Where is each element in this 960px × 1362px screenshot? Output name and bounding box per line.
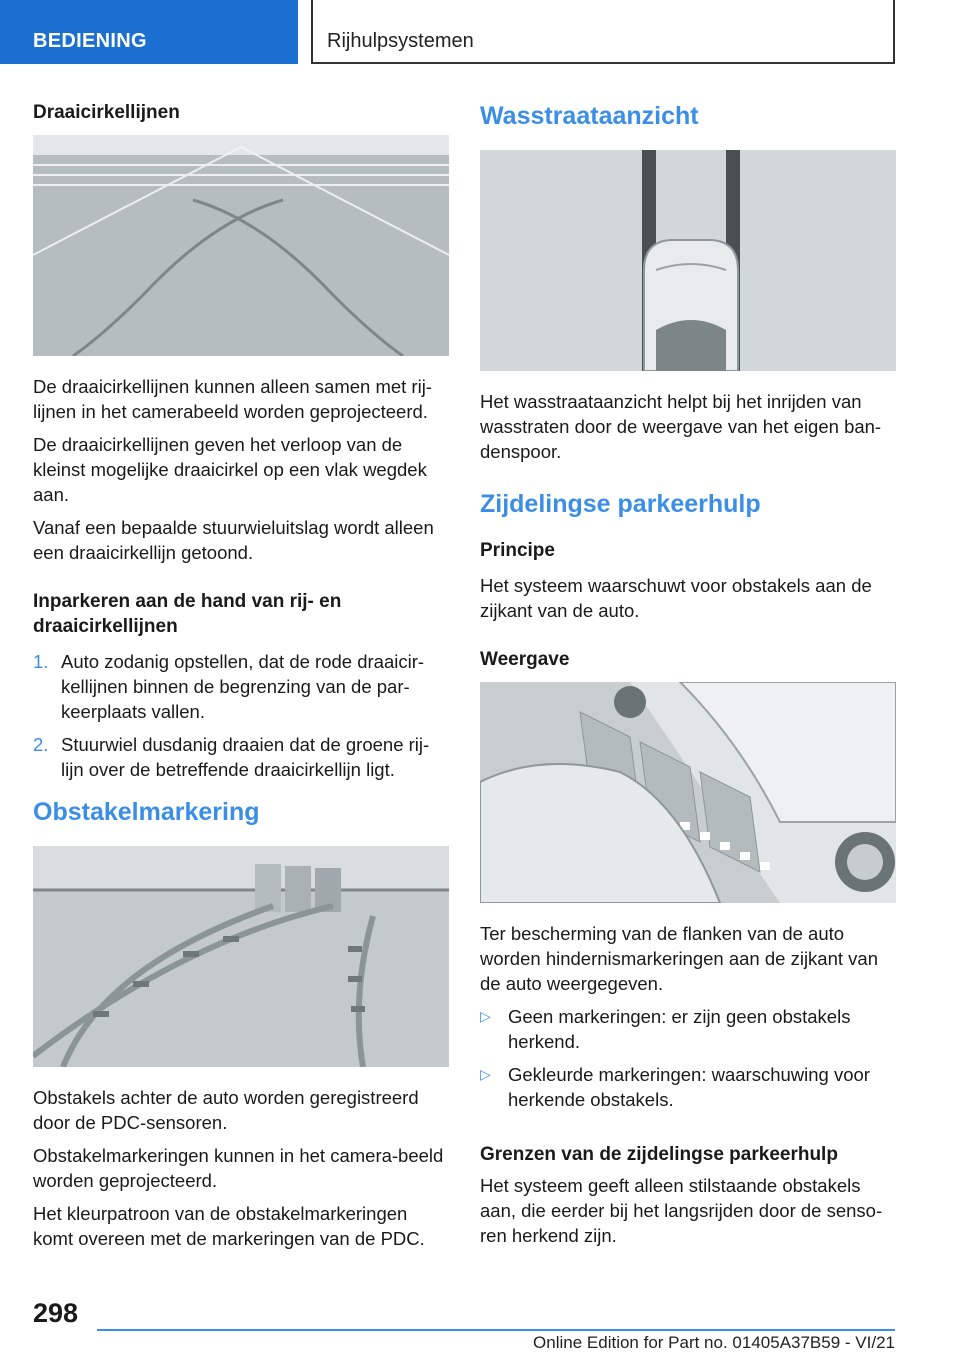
principe-paragraph: Het systeem waarschuwt voor obstakels aan de zijkant van de auto. [480,575,872,621]
obstakelmarkering-heading: Obstakelmarkering [33,798,260,826]
draaicirkellijnen-heading: Draaicirkellijnen [33,102,180,123]
footer-edition: Online Edition for Part no. 01405A37B59 - VI/21 [533,1333,895,1352]
draai-paragraph-3: Vanaf een bepaalde stuurwieluitslag wordt alleen een draaicirkellijn getoond. [33,517,434,563]
list-item: 1. Auto zodanig opstellen, dat de rode draaicir-kellijnen binnen de begrenzing van de par-keerplaats vallen. [33,651,425,722]
list-item: ▷ Gekleurde markeringen: waarschuwing voor herkende obstakels. [480,1064,870,1110]
list-item: ▷ Geen markeringen: er zijn geen obstakels herkend. [480,1006,851,1052]
right-column [480,100,896,1256]
weergave-heading: Weergave [480,649,570,670]
zijdelingse-parkeerhulp-heading: Zijdelingse parkeerhulp [480,490,761,518]
footer-divider [97,1329,895,1331]
draai-paragraph-2: De draaicirkellijnen geven het verloop van de kleinst mogelijke draaicirkel op een vlak wegdek aan. [33,434,427,505]
inparkeren-steps [33,649,449,782]
wass-paragraph: Het wasstraataanzicht helpt bij het inrijden van wasstraten door de weergave van het eigen ban-denspoor. [480,391,882,462]
obst-paragraph-2: Obstakelmarkeringen kunnen in het camera-beeld worden geprojecteerd. [33,1145,444,1191]
header-section: BEDIENING [0,0,298,64]
principe-heading: Principe [480,540,555,561]
header-chapter: Rijhulpsystemen [311,0,895,64]
obst-paragraph-1: Obstakels achter de auto worden geregistreerd door de PDC-sensoren. [33,1087,419,1133]
turning-circle-figure [33,135,449,356]
list-item: 2. Stuurwiel dusdanig draaien dat de groene rij-lijn over de betreffende draaicirkellijn ligt. [33,734,430,780]
car-wash-figure [480,150,896,371]
side-parking-figure [480,682,896,903]
triangle-right-icon: ▷ [480,1066,491,1082]
grenzen-heading: Grenzen van de zijdelingse parkeerhulp [480,1144,838,1165]
page-number: 298 [33,1298,79,1328]
triangle-right-icon: ▷ [480,1008,491,1024]
left-column [33,100,449,1259]
obst-paragraph-3: Het kleurpatroon van de obstakelmarkeringen komt overeen met de markeringen van de PDC. [33,1203,425,1249]
wasstraataanzicht-heading: Wasstraataanzicht [480,102,699,130]
grenzen-paragraph: Het systeem geeft alleen stilstaande obstakels aan, die eerder bij het langsrijden door de senso-ren herkend zijn. [480,1175,883,1246]
draai-paragraph-1: De draaicirkellijnen kunnen alleen samen met rij-lijnen in het camerabeeld worden geprojecteerd. [33,376,432,422]
weergave-paragraph: Ter bescherming van de flanken van de auto worden hindernismarkeringen aan de zijkant van de auto weergegeven. [480,923,878,994]
obstacle-marking-figure [33,846,449,1067]
inparkeren-heading: Inparkeren aan de hand van rij- en draaicirkellijnen [33,591,342,637]
marking-bullets [480,1004,896,1112]
